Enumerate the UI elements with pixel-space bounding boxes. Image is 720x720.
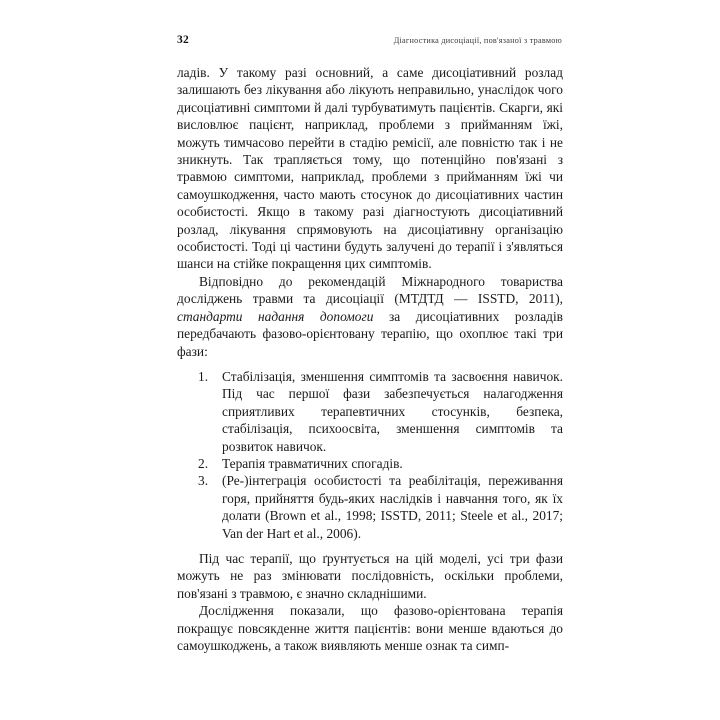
list-marker: 3.	[198, 473, 209, 489]
running-header	[177, 34, 562, 50]
paragraph-standards	[177, 273, 563, 360]
paragraph-phase-order: Під час терапії, що ґрунтується на цій моделі, усі три фази можуть не раз змінювати послідовність, оскільки проблеми, пов'язані з травмою, є значно складнішими.	[177, 550, 563, 601]
list-item	[177, 472, 563, 542]
standards-of-care-italic: стандарти надання допомоги	[177, 308, 374, 324]
list-item	[177, 368, 563, 455]
list-item	[177, 455, 563, 472]
text-block	[177, 64, 563, 654]
paragraph-standards-tail: за дисоціативних розладів передбачають фазово-орієнтовану терапію, що охоплює такі три фази:	[177, 308, 563, 359]
page-number: 32	[177, 34, 189, 46]
list-marker: 2.	[198, 455, 209, 471]
list-item-text: Терапія травматичних спогадів.	[222, 455, 403, 471]
list-marker: 1.	[198, 368, 209, 384]
phases-list	[177, 368, 563, 542]
list-item-text: Стабілізація, зменшення симптомів та засвоєння навичок. Під час першої фази забезпечується налагодження сприятливих терапевтичних стосунків, безпека, стабілізація, психоосвіта, зменшення симптомів та розвиток навичок.	[222, 368, 563, 454]
paragraph-standards-lead: Відповідно до рекомендацій Міжнародного товариства досліджень травми та дисоціації (МТДТД — ISSTD, 2011),	[177, 273, 563, 307]
paragraph-research: Дослідження показали, що фазово-орієнтована терапія покращує повсякденне життя пацієнтів: вони менше вдаються до самоушкоджень, а також виявляють менше ознак та симп-	[177, 603, 563, 653]
paragraph-continued: ладів. У такому разі основний, а саме дисоціативний розлад залишають без лікування або лікують неправильно, унаслідок чого дисоціативні симптоми й далі турбуватимуть пацієнтів. Скарги, які висловлює пацієнт, наприклад, проблеми з прийманням їжі, можуть тимчасово перейти в стадію ремісії, але повністю так і не зникнуть. Так трапляється тому, що потенційно пов'язані з травмою симптоми, наприклад, проблеми з прийманням їжі чи самоушкодження, часто мають стосунок до дисоціативних частин особистості. Якщо в такому разі діагностують дисоціативний розлад, лікування спрямовують на дисоціативну організацію особистості. Тоді ці частини будуть залучені до терапії і з'являться шанси на стійке покращення цих симптомів.	[177, 65, 563, 272]
running-head-title: Діагностика дисоціації, пов'язаної з травмою	[393, 36, 562, 45]
list-item-text: (Ре-)інтеграція особистості та реабілітація, переживання горя, прийняття будь-яких наслідків і навчання того, як їх долати (Brown et al., 1998; ISSTD, 2011; Steele et al., 2017; Van der Hart et al., 2006).	[222, 473, 563, 541]
